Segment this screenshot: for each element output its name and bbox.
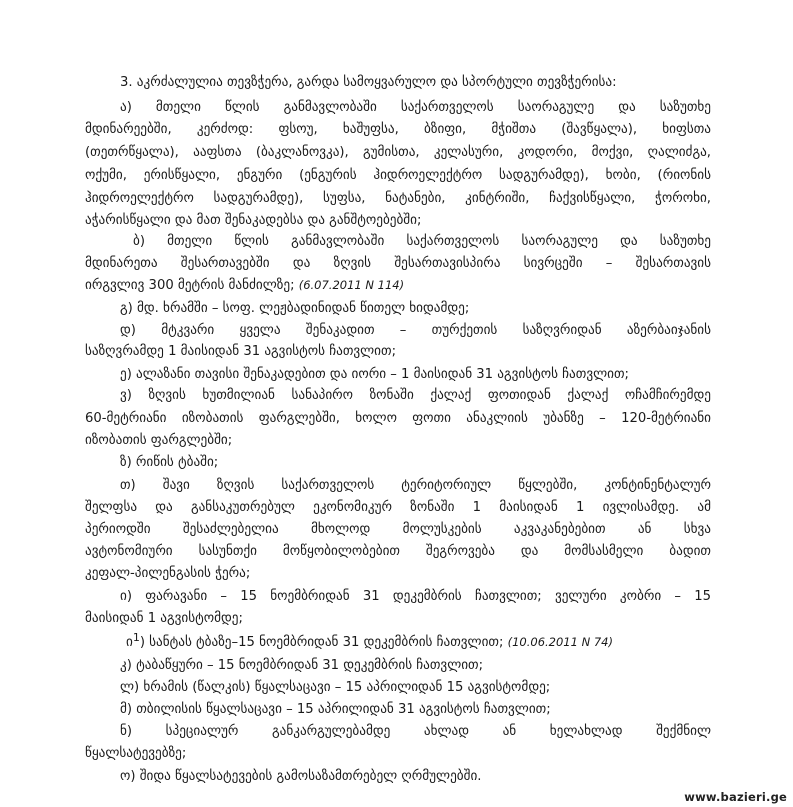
item-b-line: მდინარეთა შესართავებში და ზღვის შესართავისპირა სივრცეში – შესართავის <box>85 256 711 271</box>
item-d-line: დ) მტკვარი ყველა შენაკადით – თურქეთის საზღვრიდან აზერბაიჯანის <box>120 323 711 338</box>
item-t-line: ავტონომიური სასუნთქი მოწყობილობებით შეგროვება და მომსასმელი ბადით <box>85 544 711 559</box>
item-o-line: ო) შიდა წყალსატევების გამოსაზამთრებელ ღრმულებში. <box>120 769 482 784</box>
item-t-line: კეფალ-პილენგასის ჭერა; <box>85 566 251 581</box>
item-z-line: ზ) რიწის ტბაში; <box>120 455 219 470</box>
item-a-line: ოქუმი, ერისწყალი, ენგური (ენგურის ჰიდროელექტრო სადგურამდე), ხობი, (რიონის <box>85 168 711 183</box>
item-b-line: ბ) მთელი წლის განმავლობაში საქართველოს საორაგულე და საზუთხე <box>133 234 711 249</box>
item-i-line: მაისიდან 1 აგვისტომდე; <box>85 611 243 626</box>
item-a-line: აჭარისწყალი და მათ შენაკადებსა და განშტოებებში; <box>85 213 422 228</box>
paragraph-3-heading: 3. აკრძალულია თევზჭერა, გარდა სამოყვარულო და სპორტული თევზჭერისა: <box>120 75 617 90</box>
site-watermark: www.bazieri.ge <box>684 790 787 804</box>
amendment-note: (6.07.2011 N 114) <box>298 278 405 292</box>
item-l-line: ლ) ხრამის (წალკის) წყალსაცავი – 15 აპრილიდან 15 აგვისტომდე; <box>120 680 551 695</box>
item-a-line: ჰიდროელექტრო სადგურამდე), სუფსა, ნატანები, კინტრიში, ჩაქვისწყალი, ჭოროხი, <box>85 191 711 206</box>
item-k-line: კ) ტაბაწყური – 15 ნოემბრიდან 31 დეკემბრის ჩათვლით; <box>120 658 484 673</box>
item-t-line: თ) შავი ზღვის საქართველოს ტერიტორიულ წყლებში, კონტინენტალურ <box>120 478 711 493</box>
item-t-line: პერიოდში შესაძლებელია მხოლოდ მოლუსკების აკვაკანებებით ან სხვა <box>85 522 711 537</box>
superscript-index: 1 <box>132 631 140 644</box>
item-v-line: იზობათის ფარგლებში; <box>85 433 233 448</box>
item-i1-line: ი$^1$) სანტას ტბაზე–15 ნოემბრიდან 31 დეკემბრის ჩათვლით; (10.06.2011 N 74) <box>126 631 613 650</box>
item-d-line: საზღვრამდე 1 მაისიდან 31 აგვისტოს ჩათვლით; <box>85 344 397 359</box>
item-v-line: ვ) ზღვის ხუთმილიან სანაპირო ზონაში ქალაქ ფოთიდან ქალაქ ოჩამჩირემდე <box>120 388 711 403</box>
item-v-line: 60-მეტრიანი იზობათის ფარგლებში, ხოლო ფოთი ანაკლიის უბანზე – 120-მეტრიანი <box>85 411 711 426</box>
item-a-line: ა) მთელი წლის განმავლობაში საქართველოს საორაგულე და საზუთხე <box>120 100 711 115</box>
item-t-line: შელფსა და განსაკუთრებულ ეკონომიკურ ზონაში 1 მაისიდან 1 ივლისამდე. ამ <box>85 500 711 515</box>
item-b-line: ირგვლივ 300 მეტრის მანძილზე; (6.07.2011 N 114) <box>85 278 405 293</box>
amendment-note: (10.06.2011 N 74) <box>507 635 613 649</box>
item-n-line: წყალსატევებზე; <box>85 746 187 761</box>
item-g-line: გ) მდ. ხრამში – სოფ. ლეჟბადინიდან წითელ ხიდამდე; <box>120 301 470 316</box>
item-m-line: მ) თბილისის წყალსაცავი – 15 აპრილიდან 31 აგვისტოს ჩათვლით; <box>120 702 551 717</box>
item-a-line: (თეთრწყალა), ააფსთა (ბაკლანოვკა), გუმისთა, კელასური, კოდორი, მოქვი, ღალიძგა, <box>85 145 711 160</box>
item-a-line: მდინარეებში, კერძოდ: ფსოუ, ხაშუფსა, ბზიფი, მჭიშთა (შავწყალა), ხიფსთა <box>85 122 711 137</box>
item-i-line: ი) ფარავანი – 15 ნოემბრიდან 31 დეკემბრის ჩათვლით; ველური კობრი – 15 <box>120 589 711 604</box>
item-n-line: ნ) სპეციალურ განკარგულებამდე ახლად ან ხელახლად შექმნილ <box>120 724 711 739</box>
item-e-line: ე) ალაზანი თავისი შენაკადებით და იორი – 1 მაისიდან 31 აგვისტოს ჩათვლით; <box>120 367 629 382</box>
